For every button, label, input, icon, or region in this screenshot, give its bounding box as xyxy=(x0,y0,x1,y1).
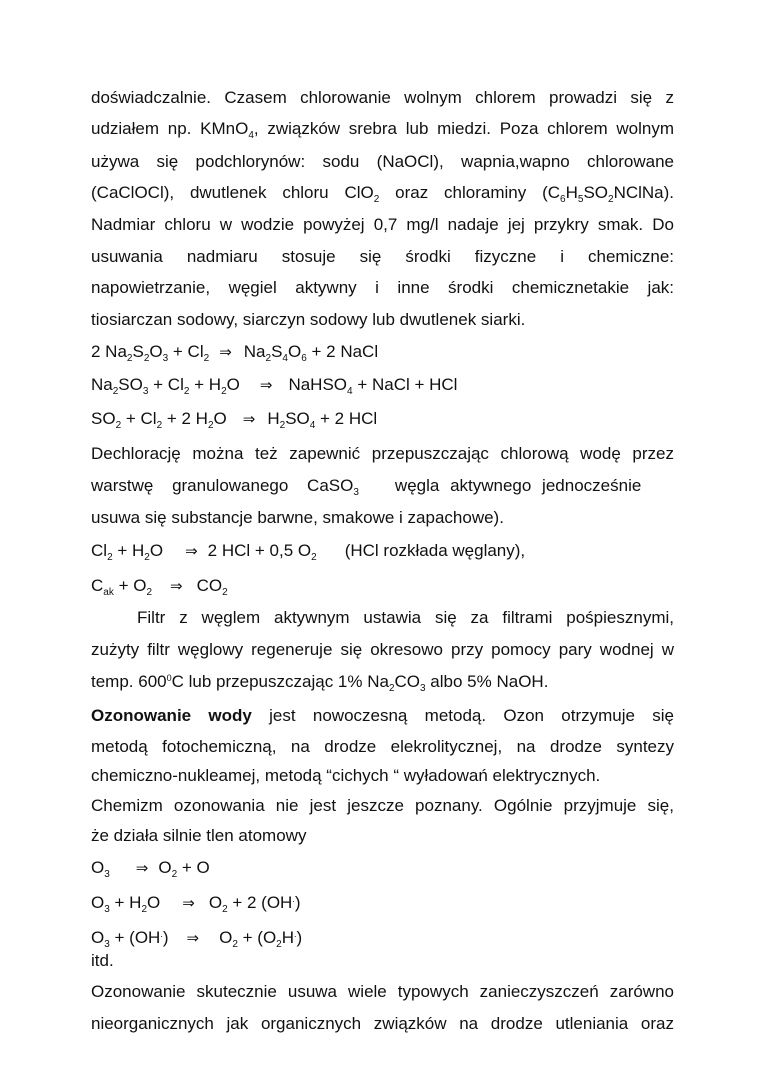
text-line-2: udziałem np. KMnO$_4$, związków srebra lub miedzi. Poza chlorem wolnym xyxy=(91,119,674,141)
text-line-23: Chemizm ozonowania nie jest jeszcze poznany. Ogólnie przyjmuje się, xyxy=(91,796,674,815)
text-line-20: Ozonowanie wody jest nowoczesną metodą. Ozon otrzymuje się xyxy=(91,706,674,725)
implies-arrow-icon: ⇒ xyxy=(242,410,256,428)
implies-arrow-icon: ⇒ xyxy=(186,929,200,947)
text-line-3: używa się podchlorynów: sodu (NaOCl), wapnia,wapno chlorowane xyxy=(91,152,674,171)
implies-arrow-icon: ⇒ xyxy=(182,894,195,912)
equation-8: $O_3 + (OH^.)$ ⇒ $O_2 + (O_2H^.)$ xyxy=(91,928,303,950)
text-line-19: temp. $600^0C$ lub przepuszczając 1% $Na_2CO_3$ albo 5% NaOH. xyxy=(91,672,549,694)
text-line-30: nieorganicznych jak organicznych związków na drodze utleniania oraz xyxy=(91,1014,674,1033)
text-line-18: zużyty filtr węglowy regeneruje się okresowo przy pomocy pary wodnej w xyxy=(91,640,674,659)
text-line-1: doświadczalnie. Czasem chlorowanie wolnym chlorem prowadzi się z xyxy=(91,88,674,107)
text-line-12: Dechlorację można też zapewnić przepuszczając chlorową wodę przez xyxy=(91,444,674,463)
implies-arrow-icon: ⇒ xyxy=(219,343,232,361)
text-line-5: Nadmiar chloru w wodzie powyżej 0,7 mg/l nadaje jej przykry smak. Do xyxy=(91,215,674,234)
text-line-4: (CaClOCl), dwutlenek chloru ClO$_2$ oraz chloraminy $(C_6H_5SO_2NClNa)$. xyxy=(91,183,675,205)
text-line-8: tiosiarczan sodowy, siarczyn sodowy lub dwutlenek siarki. xyxy=(91,310,526,329)
equation-2: $Na_2SO_3 + Cl_2 + H_2O$ ⇒ NaHSO$_4$ + NaCl + HCl xyxy=(91,375,458,397)
text-line-22: chemiczno-nukleamej, metodą “cichych “ wyładowań elektrycznych. xyxy=(91,766,601,785)
text-line-29: Ozonowanie skutecznie usuwa wiele typowych zanieczyszczeń zarówno xyxy=(91,982,674,1001)
text-line-28: itd. xyxy=(91,951,114,970)
text-line-17: Filtr z węglem aktywnym ustawia się za filtrami pośpiesznymi, xyxy=(137,608,674,627)
equation-6: $O_3$ ⇒ $O_2 + O$ xyxy=(91,858,210,880)
implies-arrow-icon: ⇒ xyxy=(185,542,198,560)
text-line-21: metodą fotochemiczną, na drodze elekrolitycznej, na drodze syntezy xyxy=(91,737,674,756)
text-line-13: warstwę granulowanego CaSO$_3$ węgla aktywnego jednocześnie xyxy=(91,476,642,498)
text-line-6: usuwania nadmiaru stosuje się środki fizyczne i chemiczne: xyxy=(91,247,674,266)
implies-arrow-icon: ⇒ xyxy=(135,859,149,877)
text-line-7: napowietrzanie, węgiel aktywny i inne środki chemicznetakie jak: xyxy=(91,278,674,297)
text-line-14: usuwa się substancje barwne, smakowe i zapachowe). xyxy=(91,508,504,527)
section-heading-ozonowanie: Ozonowanie wody xyxy=(91,706,252,725)
implies-arrow-icon: ⇒ xyxy=(259,376,273,394)
implies-arrow-icon: ⇒ xyxy=(170,577,183,595)
equation-1: 2 $Na_2S_2O_3 + Cl_2$ ⇒ $Na_2S_4O_6 + 2$ NaCl xyxy=(91,342,379,364)
equation-5: $C_{ak} + O_2$ ⇒ $CO_2$ xyxy=(91,576,228,598)
equation-7: $O_3 + H_2O$ ⇒ $O_2 + 2$ (OH.) xyxy=(91,893,301,915)
text-line-24: że działa silnie tlen atomowy xyxy=(91,826,307,845)
equation-3: $SO_2 + Cl_2 + 2$ $H_2O$ ⇒ $H_2SO_4 + 2$ HCl xyxy=(91,409,378,431)
equation-4: $Cl_2 + H_2O$ ⇒ 2 HCl + 0,5 $O_2$ (HCl rozkłada węglany), xyxy=(91,541,526,563)
